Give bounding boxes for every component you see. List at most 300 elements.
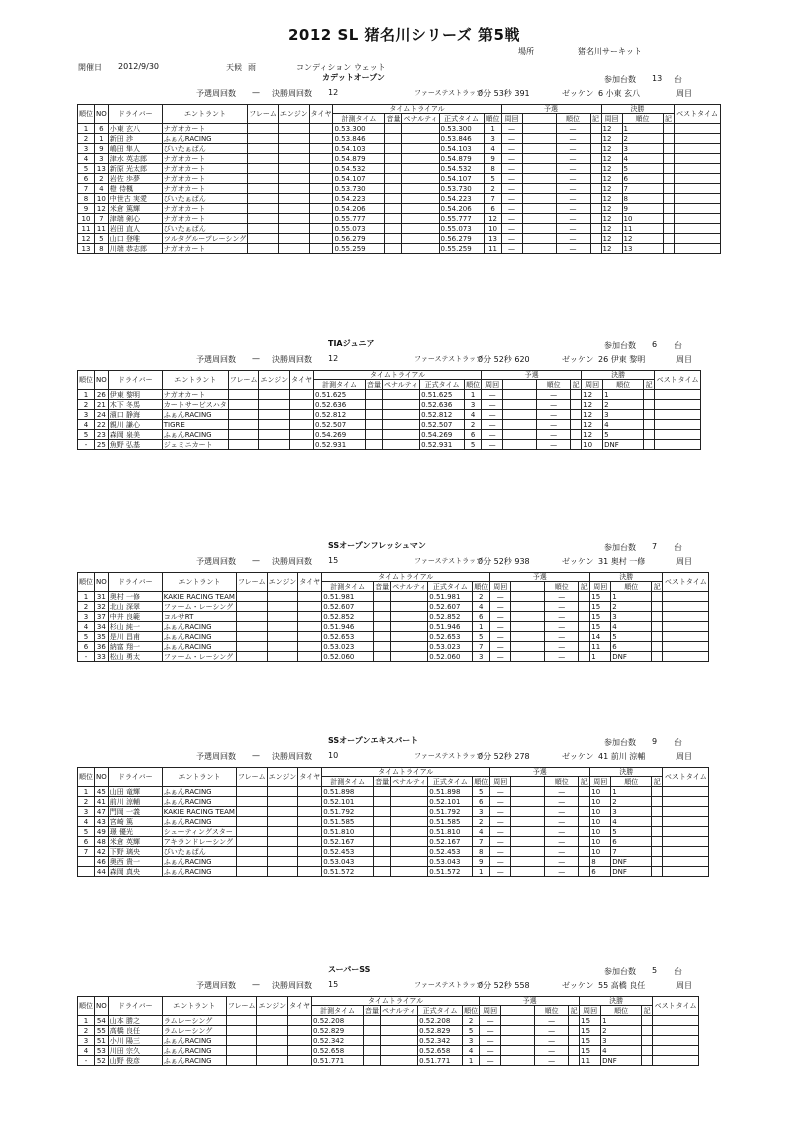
cell-weight: [374, 642, 391, 652]
lap-unit: 周目: [676, 89, 692, 98]
qual-laps-value: —: [252, 88, 260, 97]
cell-pos: 1: [78, 124, 95, 134]
cell-engine: [267, 602, 298, 612]
participants-count: 7: [652, 542, 658, 551]
cell-official: 0.51.792: [428, 807, 473, 817]
result-row: [78, 867, 709, 877]
header-qual-laps: 周回: [490, 582, 511, 592]
cell-engine: [257, 1046, 288, 1056]
cell-official: 0.52.101: [428, 797, 473, 807]
cell-final-note: [652, 602, 663, 612]
cell-no: 44: [95, 867, 109, 877]
cell-blank: [522, 154, 556, 164]
header-driver: ドライバー: [108, 573, 162, 592]
cell-tire: [298, 612, 322, 622]
qual-laps-label: 予選周回数: [196, 752, 236, 761]
cell-engine: [267, 642, 298, 652]
header-qualifying: 予選: [480, 997, 580, 1006]
cell-qual-laps: —: [501, 124, 522, 134]
cell-driver: 中井 良範: [108, 612, 162, 622]
header-tire: タイヤ: [298, 573, 322, 592]
cell-qual-note: [590, 214, 601, 224]
cell-final-note: [642, 1056, 653, 1066]
cell-qual-note: [590, 154, 601, 164]
cell-tt-pos: 5: [484, 174, 501, 184]
header-frame: フレーム: [236, 573, 267, 592]
cell-frame: [236, 622, 267, 632]
cell-measured: 0.56.279: [333, 234, 385, 244]
cell-best-time: [663, 642, 709, 652]
cell-tt-pos: 10: [484, 224, 501, 234]
cell-driver: 下野 璃央: [108, 847, 162, 857]
cell-blank: [522, 204, 556, 214]
cell-engine: [278, 174, 309, 184]
header-measured: 計測タイム: [322, 777, 374, 787]
header-blank: [511, 777, 545, 787]
cell-blank: [503, 410, 537, 420]
cell-pos: 4: [78, 817, 95, 827]
cell-tt-pos: 13: [484, 234, 501, 244]
header-official: 正式タイム: [428, 582, 473, 592]
cell-driver: 森岡 泉美: [108, 430, 162, 440]
cell-qual-note: [579, 652, 590, 662]
cell-final-pos: 12: [622, 234, 663, 244]
cell-pos: 1: [78, 1016, 95, 1026]
cell-final-note: [644, 390, 655, 400]
cell-driver: 濱口 静海: [108, 410, 162, 420]
cell-penalty: [402, 124, 439, 134]
cell-final-note: [652, 592, 663, 602]
result-row: [78, 440, 701, 450]
cell-tt-pos: 11: [484, 244, 501, 254]
cell-final-note: [663, 154, 674, 164]
cell-entrant: ナガオカート: [162, 244, 247, 254]
cell-qual-laps: —: [501, 204, 522, 214]
cell-official: 0.52.060: [428, 652, 473, 662]
cell-pos: 12: [78, 234, 95, 244]
header-pos: 順位: [78, 768, 95, 787]
result-row: [78, 632, 709, 642]
cell-tire: [298, 797, 322, 807]
cell-blank: [511, 827, 545, 837]
cell-official: 0.52.931: [420, 440, 465, 450]
cell-weight: [366, 400, 383, 410]
result-row: [78, 1056, 699, 1066]
cell-official: 0.51.572: [428, 867, 473, 877]
cell-tire: [298, 787, 322, 797]
cell-measured: 0.52.636: [314, 400, 366, 410]
vehicles-unit: 台: [674, 738, 682, 747]
header-weight: 音量: [375, 582, 390, 591]
cell-pos: 9: [78, 204, 95, 214]
header-engine: エンジン: [267, 573, 298, 592]
cell-entrant: ふぁんRACING: [162, 817, 236, 827]
final-laps-label: 決勝周回数: [272, 557, 312, 566]
cell-tire: [309, 164, 333, 174]
cell-measured: 0.54.107: [333, 174, 385, 184]
fastest-lap-label: ファーステストラップ: [414, 752, 483, 760]
results-table: [77, 572, 709, 662]
cell-measured: 0.54.206: [333, 204, 385, 214]
cell-weight: [385, 204, 402, 214]
cell-qual-note: [590, 204, 601, 214]
cell-pos: 3: [78, 410, 95, 420]
cell-qual-pos: —: [556, 194, 590, 204]
cell-final-note: [652, 652, 663, 662]
header-entrant: エントラント: [162, 105, 247, 124]
cell-measured: 0.52.101: [322, 797, 374, 807]
cell-tire: [309, 124, 333, 134]
cell-qual-pos: —: [556, 214, 590, 224]
cell-tt-pos: 3: [465, 400, 482, 410]
cell-penalty: [383, 420, 420, 430]
cell-tt-pos: 2: [473, 817, 490, 827]
fastest-lap-time: 0分 53秒 391: [478, 89, 530, 98]
cell-engine: [278, 224, 309, 234]
result-row: [78, 592, 709, 602]
cell-tire: [298, 807, 322, 817]
cell-measured: 0.55.073: [333, 224, 385, 234]
cell-final-pos: 5: [611, 827, 652, 837]
cell-official: 0.51.585: [428, 817, 473, 827]
cell-driver: 是川 昌甫: [108, 632, 162, 642]
cell-qual-laps: —: [490, 827, 511, 837]
cell-final-laps: 15: [590, 612, 611, 622]
result-row: [78, 1016, 699, 1026]
cell-qual-laps: —: [501, 154, 522, 164]
zekken-label: ゼッケン: [562, 981, 594, 990]
cell-qual-pos: —: [545, 787, 579, 797]
cell-qual-pos: —: [545, 622, 579, 632]
cell-entrant: ナガオカート: [162, 214, 247, 224]
cell-entrant: ふぁんRACING: [162, 430, 228, 440]
result-row: [78, 400, 701, 410]
cell-final-note: [652, 612, 663, 622]
cell-qual-pos: —: [537, 390, 571, 400]
cell-weight: [364, 1026, 381, 1036]
header-qual-pos: 順位: [537, 380, 571, 390]
cell-frame: [226, 1036, 257, 1046]
cell-weight: [374, 612, 391, 622]
cell-weight: [374, 622, 391, 632]
participants-count: 13: [652, 74, 663, 83]
participants-label: 参加台数: [604, 738, 636, 747]
cell-qual-note: [571, 400, 582, 410]
header-weight: 音量: [365, 1006, 380, 1015]
cell-engine: [278, 124, 309, 134]
cell-penalty: [402, 144, 439, 154]
cell-final-laps: 12: [601, 144, 622, 154]
cell-best-time: [663, 602, 709, 612]
cell-official: 0.56.279: [439, 234, 484, 244]
cell-measured: 0.51.572: [322, 867, 374, 877]
result-row: [78, 420, 701, 430]
cell-driver: 橙 侍楓: [108, 184, 162, 194]
cell-qual-note: [579, 787, 590, 797]
cell-blank: [501, 1036, 535, 1046]
cell-qual-laps: —: [490, 817, 511, 827]
cell-weight: [374, 837, 391, 847]
cell-weight: [364, 1056, 381, 1066]
qual-laps-value: —: [252, 751, 260, 760]
header-weight: 音量: [386, 114, 401, 123]
cell-tire: [298, 817, 322, 827]
cell-tire: [290, 440, 314, 450]
cell-no: 37: [95, 612, 109, 622]
cell-final-note: [642, 1016, 653, 1026]
cell-no: 35: [95, 632, 109, 642]
result-row: [78, 652, 709, 662]
cell-qual-note: [579, 642, 590, 652]
cell-blank: [522, 194, 556, 204]
cell-pos: 2: [78, 400, 95, 410]
result-row: [78, 234, 721, 244]
cell-pos: 3: [78, 612, 95, 622]
cell-entrant: ファーム・レーシング: [162, 602, 236, 612]
cell-penalty: [391, 867, 428, 877]
header-best-time: ベストタイム: [674, 105, 720, 124]
header-frame: フレーム: [228, 371, 259, 390]
cell-penalty: [383, 430, 420, 440]
cell-weight: [374, 602, 391, 612]
cell-final-laps: 15: [580, 1036, 601, 1046]
cell-qual-pos: —: [537, 400, 571, 410]
cell-official: 0.52.812: [420, 410, 465, 420]
cell-frame: [226, 1016, 257, 1026]
result-row: [78, 244, 721, 254]
cell-best-time: [663, 652, 709, 662]
cell-qual-pos: —: [556, 134, 590, 144]
cell-frame: [248, 244, 279, 254]
qual-laps-value: —: [252, 354, 260, 363]
header-best-time: ベストタイム: [655, 371, 701, 390]
cell-engine: [278, 194, 309, 204]
participants-label: 参加台数: [604, 543, 636, 552]
cell-penalty: [381, 1056, 418, 1066]
cell-tt-pos: 5: [473, 632, 490, 642]
fastest-lap-driver: 31 奥村 一修: [598, 557, 646, 566]
cell-weight: [385, 124, 402, 134]
cell-official: 0.53.043: [428, 857, 473, 867]
header-final: 決勝: [601, 105, 674, 114]
cell-best-time: [674, 194, 720, 204]
cell-final-pos: 2: [622, 134, 663, 144]
cell-measured: 0.51.771: [312, 1056, 364, 1066]
cell-official: 0.52.636: [420, 400, 465, 410]
cell-frame: [236, 867, 267, 877]
cell-tt-pos: 7: [484, 194, 501, 204]
cell-final-laps: 12: [601, 204, 622, 214]
cell-penalty: [391, 817, 428, 827]
cell-qual-laps: —: [490, 837, 511, 847]
cell-measured: 0.52.342: [312, 1036, 364, 1046]
cell-tire: [309, 244, 333, 254]
cell-final-pos: 6: [622, 174, 663, 184]
cell-qual-laps: —: [490, 642, 511, 652]
cell-tire: [309, 144, 333, 154]
cell-qual-pos: —: [537, 420, 571, 430]
header-final: 決勝: [590, 768, 663, 777]
header-weight: 音量: [367, 380, 382, 389]
cell-qual-note: [590, 164, 601, 174]
cell-measured: 0.52.507: [314, 420, 366, 430]
cell-tt-pos: 2: [465, 420, 482, 430]
cell-entrant: カートサービスハタ: [163, 400, 227, 409]
cell-final-laps: 12: [601, 124, 622, 134]
cell-penalty: [391, 837, 428, 847]
cell-blank: [522, 214, 556, 224]
cell-best-time: [655, 410, 701, 420]
cell-final-laps: 15: [590, 622, 611, 632]
header-qual-pos: 順位: [545, 582, 579, 592]
cell-final-laps: 12: [601, 154, 622, 164]
cell-pos: 5: [78, 632, 95, 642]
cell-tire: [298, 642, 322, 652]
cell-qual-note: [571, 410, 582, 420]
cell-entrant: ナガオカート: [162, 184, 247, 194]
header-pos: 順位: [78, 105, 95, 124]
header-pos: 順位: [78, 371, 95, 390]
cell-final-note: [663, 144, 674, 154]
cell-qual-note: [590, 144, 601, 154]
result-row: [78, 787, 709, 797]
cell-driver: 親川 謙心: [108, 420, 162, 430]
cell-tire: [298, 622, 322, 632]
cell-qual-note: [579, 847, 590, 857]
cell-qual-pos: —: [556, 204, 590, 214]
cell-measured: 0.52.060: [322, 652, 374, 662]
cell-best-time: [674, 204, 720, 214]
cell-weight: [385, 184, 402, 194]
cell-qual-pos: —: [556, 244, 590, 254]
cell-entrant: びいたぁぱん: [162, 847, 236, 857]
final-laps-value: 12: [328, 88, 339, 97]
cell-official: 0.51.810: [428, 827, 473, 837]
cell-frame: [228, 400, 259, 410]
header-blank: [501, 1006, 535, 1016]
cell-frame: [248, 144, 279, 154]
cell-penalty: [391, 592, 428, 602]
cell-no: 12: [95, 204, 109, 214]
result-row: [78, 1026, 699, 1036]
cell-official: 0.51.981: [428, 592, 473, 602]
cell-qual-pos: —: [545, 612, 579, 622]
cell-qual-note: [590, 244, 601, 254]
cell-measured: 0.55.777: [333, 214, 385, 224]
cell-engine: [259, 390, 290, 400]
cell-final-laps: 8: [590, 857, 611, 867]
cell-driver: 松山 勇太: [108, 652, 162, 662]
final-laps-label: 決勝周回数: [272, 981, 312, 990]
cell-qual-laps: —: [482, 400, 503, 410]
cell-final-pos: 3: [622, 144, 663, 154]
cell-tire: [290, 400, 314, 410]
cell-entrant: びいたぁぱん: [162, 144, 247, 154]
cell-best-time: [663, 847, 709, 857]
cell-final-pos: 1: [611, 592, 652, 602]
cell-engine: [278, 234, 309, 244]
cell-frame: [228, 430, 259, 440]
cell-no: 52: [95, 1056, 109, 1066]
cell-final-pos: 5: [603, 430, 644, 440]
cell-pos: 3: [78, 1036, 95, 1046]
cell-qual-laps: —: [501, 194, 522, 204]
cell-engine: [278, 134, 309, 144]
cell-measured: 0.54.532: [333, 164, 385, 174]
fastest-lap-label: ファーステストラップ: [414, 557, 483, 565]
cell-measured: 0.52.931: [314, 440, 366, 450]
cell-no: 53: [95, 1046, 109, 1056]
cell-tt-pos: 6: [473, 612, 490, 622]
cell-tt-pos: 7: [473, 642, 490, 652]
venue-value: 猪名川サーキット: [578, 47, 642, 56]
cell-engine: [267, 612, 298, 622]
cell-frame: [248, 184, 279, 194]
cell-qual-note: [579, 612, 590, 622]
cell-blank: [522, 184, 556, 194]
cell-no: 54: [95, 1016, 109, 1026]
header-weight: 音量: [375, 777, 390, 786]
header-qual-laps: 周回: [482, 380, 503, 390]
cell-entrant: シューティングスター: [162, 827, 236, 837]
cell-final-laps: 12: [582, 390, 603, 400]
cell-blank: [503, 400, 537, 410]
cell-best-time: [674, 144, 720, 154]
cell-frame: [236, 807, 267, 817]
cell-best-time: [663, 622, 709, 632]
participants-label: 参加台数: [604, 967, 636, 976]
cell-final-laps: 6: [590, 867, 611, 877]
cell-official: 0.53.023: [428, 642, 473, 652]
cell-final-note: [663, 244, 674, 254]
cell-driver: 前川 涼輔: [108, 797, 162, 807]
cell-measured: 0.54.269: [314, 430, 366, 440]
final-laps-value: 15: [328, 980, 339, 989]
cell-final-laps: 12: [601, 134, 622, 144]
results-table: [77, 767, 709, 877]
cell-measured: 0.51.981: [322, 592, 374, 602]
cell-final-pos: 3: [601, 1036, 642, 1046]
cell-tire: [288, 1056, 312, 1066]
header-engine: エンジン: [278, 105, 309, 124]
cell-engine: [267, 592, 298, 602]
cell-final-note: [663, 174, 674, 184]
cell-final-laps: 10: [590, 827, 611, 837]
cell-pos: -: [78, 1056, 95, 1066]
cell-pos: 1: [78, 787, 95, 797]
cell-measured: 0.53.043: [322, 857, 374, 867]
vehicles-unit: 台: [674, 341, 682, 350]
cell-blank: [511, 642, 545, 652]
header-tt-pos: 順位: [485, 114, 500, 123]
cell-no: 46: [95, 857, 109, 867]
cell-tire: [309, 174, 333, 184]
cell-engine: [267, 867, 298, 877]
cell-penalty: [402, 214, 439, 224]
results-table: [77, 996, 699, 1066]
cell-tire: [309, 224, 333, 234]
cell-qual-note: [590, 124, 601, 134]
cell-weight: [385, 214, 402, 224]
cell-no: 22: [95, 420, 109, 430]
cell-best-time: [663, 857, 709, 867]
cell-driver: 山本 勝之: [108, 1016, 162, 1026]
cell-final-laps: 12: [582, 430, 603, 440]
qual-laps-label: 予選周回数: [196, 89, 236, 98]
header-qual-laps: 周回: [490, 777, 511, 787]
cell-final-laps: 10: [590, 817, 611, 827]
cell-penalty: [402, 224, 439, 234]
